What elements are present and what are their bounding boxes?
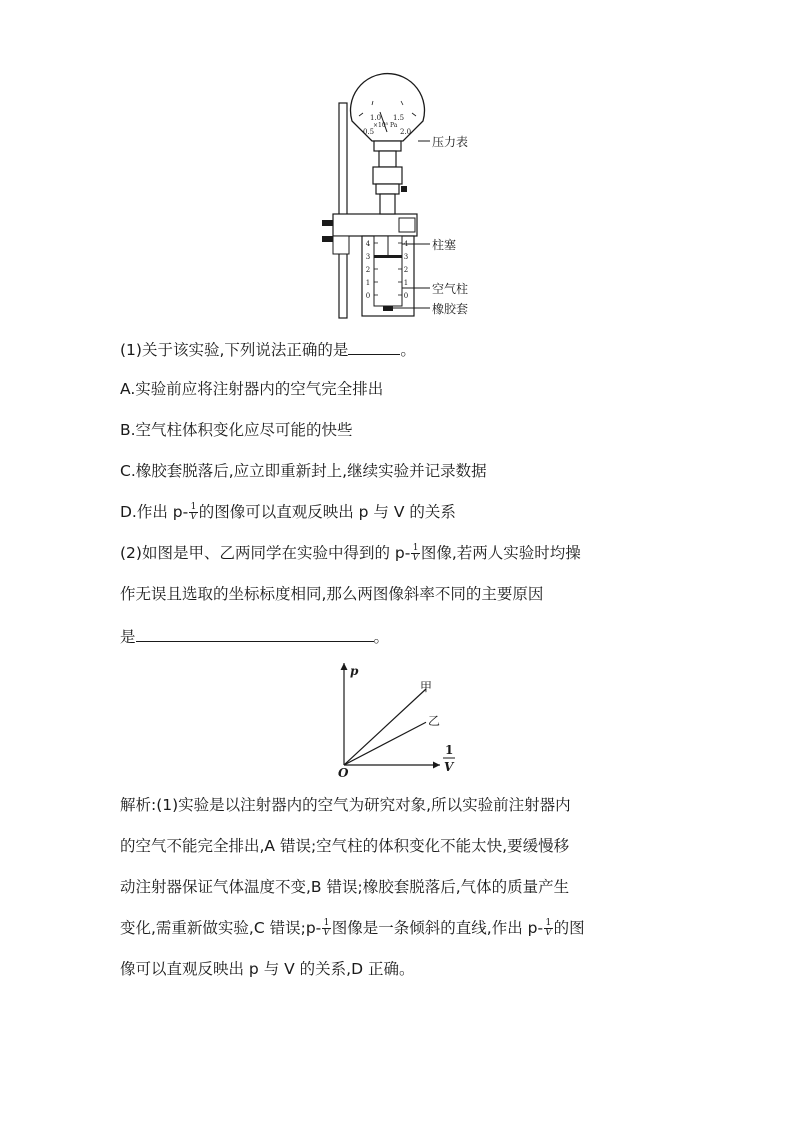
question1-stem-text: (1)关于该实验,下列说法正确的是: [120, 341, 349, 359]
question1-stem-end: 。: [400, 341, 416, 359]
question2-line1: [120, 543, 581, 563]
question2-text: 是: [120, 628, 136, 646]
gauge-tick-label: 1.5: [393, 114, 405, 122]
fraction-denominator: V: [412, 553, 419, 563]
fraction-numerator: 1: [545, 918, 552, 928]
fraction-numerator: 1: [412, 543, 419, 553]
scale-mark: 4: [365, 240, 371, 248]
series-label-yi: 乙: [428, 714, 441, 728]
question2-text: (2)如图是甲、乙两同学在实验中得到的 p-: [120, 544, 411, 562]
apparatus-figure: [0, 0, 794, 330]
scale-mark: 3: [365, 253, 371, 261]
pressure-gauge: [351, 74, 425, 141]
fraction-numerator: 1: [190, 502, 197, 512]
series-line-jia: [344, 689, 426, 765]
question2-text-end: 。: [373, 628, 390, 646]
option-a: A.实验前应将注射器内的空气完全排出: [120, 380, 384, 398]
x-axis-label-numerator: 1: [445, 743, 454, 757]
analysis-text: 图像是一条倾斜的直线,作出 p-: [331, 919, 544, 937]
series-line-yi: [344, 722, 426, 765]
scale-mark: 0: [403, 292, 409, 300]
analysis-line2: 的空气不能完全排出,A 错误;空气柱的体积变化不能太快,要缓慢移: [120, 837, 570, 855]
option-d-text: D.作出 p-: [120, 503, 189, 521]
x-axis-label-denominator: V: [444, 760, 454, 774]
rubber-cap: [383, 306, 393, 311]
scale-mark: 4: [403, 240, 409, 248]
p-v-graph: [0, 655, 794, 780]
fraction-1-over-v: [322, 919, 331, 938]
stand-rod: [339, 103, 347, 318]
option-d-text-end: 的图像可以直观反映出 p 与 V 的关系: [198, 503, 456, 521]
analysis-text: 变化,需重新做实验,C 错误;p-: [120, 919, 322, 937]
question2-line2: 作无误且选取的坐标标度相同,那么两图像斜率不同的主要原因: [120, 585, 544, 603]
analysis-line3: 动注射器保证气体温度不变,B 错误;橡胶套脱落后,气体的质量产生: [120, 878, 570, 896]
answer-blank-1: [348, 338, 400, 355]
fraction-denominator: V: [323, 928, 330, 938]
rubber-cap-label: 橡胶套: [432, 302, 469, 316]
y-axis-label: p: [350, 664, 359, 678]
fraction-denominator: V: [190, 512, 197, 522]
fraction-numerator: 1: [323, 918, 330, 928]
fraction-denominator: V: [545, 928, 552, 938]
gauge-tick-label: 2.0: [400, 128, 412, 136]
fraction-1-over-v: [411, 544, 420, 563]
gauge-tick-label: 0.5: [363, 128, 375, 136]
air-column-label: 空气柱: [432, 282, 469, 296]
scale-mark: 1: [403, 279, 409, 287]
piston-label: 柱塞: [432, 238, 457, 252]
question1-stem: [120, 338, 416, 360]
question2-text-end: 图像,若两人实验时均操: [420, 544, 581, 562]
scale-mark: 1: [365, 279, 371, 287]
scale-mark: 3: [403, 253, 409, 261]
analysis-text: 的图: [553, 919, 585, 937]
syringe: [362, 236, 414, 316]
question2-line3: [120, 625, 389, 647]
gauge-label: 压力表: [432, 135, 469, 149]
analysis-line5: 像可以直观反映出 p 与 V 的关系,D 正确。: [120, 960, 415, 978]
gauge-tick-label: 1.0: [370, 114, 382, 122]
gauge-unit: ×10⁵ Pa: [373, 122, 398, 129]
piston: [374, 255, 402, 258]
option-b: B.空气柱体积变化应尽可能的快些: [120, 421, 353, 439]
scale-mark: 0: [365, 292, 371, 300]
option-c: C.橡胶套脱落后,应立即重新封上,继续实验并记录数据: [120, 462, 487, 480]
scale-mark: 2: [365, 266, 371, 274]
origin-label: O: [338, 766, 349, 780]
scale-mark: 2: [403, 266, 409, 274]
series-label-jia: 甲: [420, 680, 433, 694]
option-d: [120, 502, 456, 522]
fraction-1-over-v: [544, 919, 553, 938]
analysis-line1: 解析:(1)实验是以注射器内的空气为研究对象,所以实验前注射器内: [120, 796, 571, 814]
fraction-1-over-v: [189, 503, 198, 522]
answer-blank-2: [136, 625, 374, 642]
analysis-line4: [120, 918, 585, 938]
